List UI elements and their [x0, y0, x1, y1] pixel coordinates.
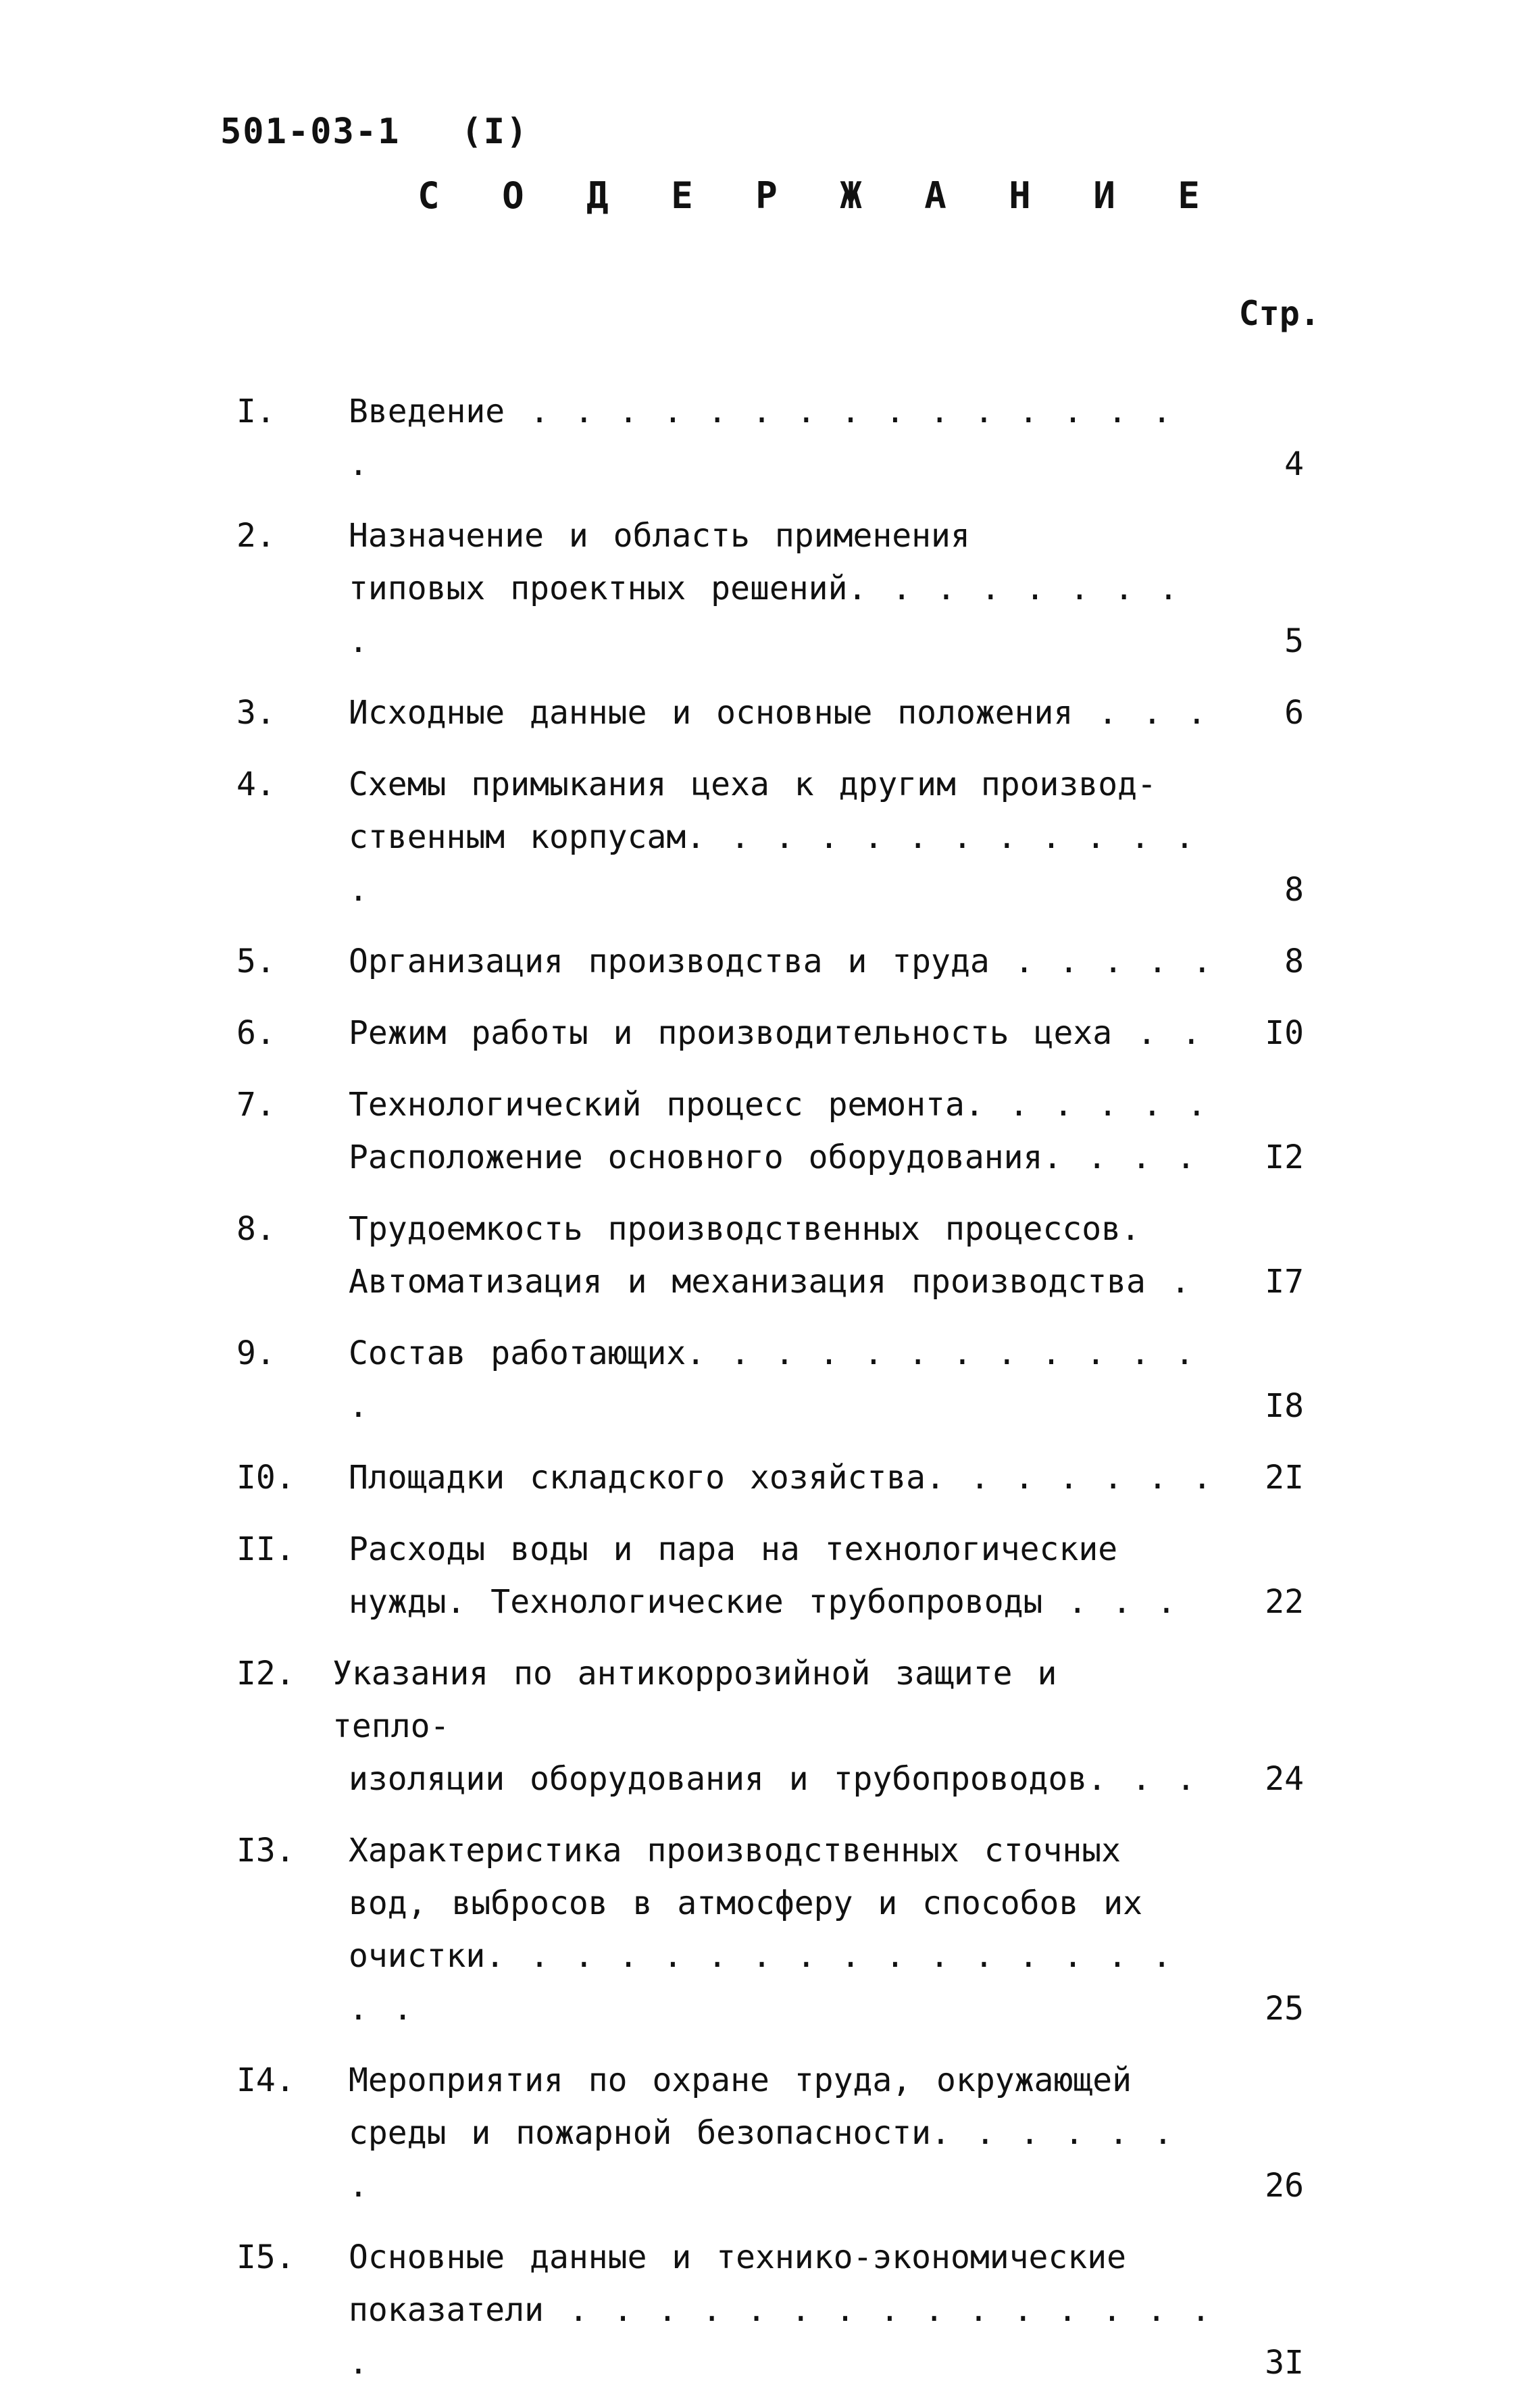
toc-entry-page: 3I	[1265, 2344, 1304, 2382]
toc-entry-number: 5.	[236, 943, 276, 980]
toc-entry-number: 9.	[236, 1334, 276, 1372]
toc-entry	[236, 1523, 1331, 1628]
toc-entry-line: среды и пожарной безопасности. . . . . . .	[349, 2114, 1173, 2205]
toc-entry-page: 26	[1265, 2167, 1304, 2205]
toc-entry-page: 8	[1284, 871, 1304, 909]
toc-entry-number: I3.	[236, 1832, 295, 1870]
toc-entry	[236, 1203, 1331, 1308]
toc-entry	[236, 2054, 1331, 2212]
toc-entry-line: вод, выбросов в атмосферу и способов их	[349, 1884, 1143, 1922]
toc-entry-text	[349, 509, 1213, 668]
toc-entry-number: I2.	[236, 1655, 295, 1692]
toc-entry-line: очистки. . . . . . . . . . . . . . . . . .	[349, 1937, 1172, 2028]
toc-entry-text	[349, 385, 1213, 491]
toc-entry-page: 2I	[1265, 1459, 1304, 1497]
toc-entry-line: Назначение и область применения	[349, 517, 970, 555]
toc-entry	[236, 1824, 1331, 2035]
toc-entry-text	[349, 758, 1213, 916]
toc-entry	[236, 1007, 1331, 1059]
toc-entry-line: Технологический процесс ремонта. . . . . .	[349, 1086, 1207, 1124]
toc-entry	[236, 935, 1331, 988]
toc-entry-line: Автоматизация и механизация производства .	[349, 1263, 1190, 1301]
toc-entry-page: 22	[1265, 1583, 1304, 1621]
toc-entry	[236, 1451, 1331, 1504]
toc-entry-page: I0	[1265, 1014, 1304, 1052]
toc-entry-number: 8.	[236, 1210, 276, 1248]
toc-entry-line: Основные данные и технико-экономические	[349, 2238, 1127, 2276]
toc-entry-page: I7	[1265, 1263, 1304, 1301]
toc-entry-text	[349, 935, 1213, 988]
toc-entry-number: 2.	[236, 517, 276, 555]
toc-entry-page: 24	[1265, 1760, 1304, 1798]
toc-entry-line: Характеристика производственных сточных	[349, 1832, 1121, 1870]
toc-entry-number: 7.	[236, 1086, 276, 1124]
toc-entry-text	[332, 1647, 1197, 1805]
toc-entry-number: 3.	[236, 694, 276, 732]
toc-entry-page: 8	[1284, 943, 1304, 980]
toc-entry-line: Площадки складского хозяйства. . . . . . .	[349, 1459, 1212, 1497]
page-title: С О Д Е Р Ж А Н И Е	[418, 174, 1220, 217]
toc-entry	[236, 2231, 1331, 2389]
toc-entry-number: 6.	[236, 1014, 276, 1052]
toc-entry-line: изоляции оборудования и трубопроводов. . .	[349, 1760, 1196, 1798]
toc-entry-number: I0.	[236, 1459, 295, 1497]
toc-entry-line: Расположение основного оборудования. . . .	[349, 1138, 1196, 1176]
toc-entry-text	[349, 2231, 1213, 2389]
toc-entry-text	[349, 1451, 1213, 1504]
toc-entry-line: Указания по антикоррозийной защите и тепло-	[332, 1655, 1057, 1745]
toc-entry	[236, 686, 1331, 739]
toc-entry-line: Исходные данные и основные положения . . .	[349, 694, 1207, 732]
toc-entry-number: 4.	[236, 766, 276, 803]
toc-entry-number: I5.	[236, 2238, 295, 2276]
page-column-label: Стр.	[1238, 294, 1320, 333]
toc-entry-text	[349, 1327, 1213, 1432]
toc-entry-page: 4	[1284, 445, 1304, 483]
toc-entry-line: Трудоемкость производственных процессов.	[349, 1210, 1140, 1248]
toc-entry-line: Схемы примыкания цеха к другим производ-	[349, 766, 1157, 803]
toc-entry-text	[349, 1824, 1213, 2035]
toc-entry	[236, 509, 1331, 668]
toc-entry-page: 6	[1284, 694, 1304, 732]
toc-entry	[236, 758, 1331, 916]
toc-entry-line: нужды. Технологические трубопроводы . . .	[349, 1583, 1176, 1621]
document-part-number: (I)	[461, 111, 529, 152]
toc-entry-text	[349, 2054, 1213, 2212]
toc-entry	[236, 385, 1331, 491]
toc-entry-text	[349, 1523, 1213, 1628]
toc-entry-text	[349, 1078, 1213, 1184]
toc-entry-line: Состав работающих. . . . . . . . . . . . .	[349, 1334, 1194, 1425]
table-of-contents	[236, 385, 1331, 2408]
toc-entry-line: типовых проектных решений. . . . . . . . .	[349, 570, 1178, 660]
toc-entry-number: I4.	[236, 2061, 295, 2099]
toc-entry-page: 25	[1265, 1990, 1304, 2028]
document-code	[220, 111, 528, 152]
toc-entry-line: ственным корпусам. . . . . . . . . . . . .	[349, 818, 1194, 909]
toc-entry-line: Режим работы и производительность цеха . .	[349, 1014, 1201, 1052]
toc-entry-text	[349, 1203, 1213, 1308]
toc-entry-line: Введение . . . . . . . . . . . . . . . .	[349, 393, 1172, 483]
toc-entry-number: II.	[236, 1530, 295, 1568]
toc-entry-number: I.	[236, 393, 276, 430]
toc-entry	[236, 1327, 1331, 1432]
document-code-number: 501-03-1	[220, 111, 401, 152]
toc-entry-page: I2	[1265, 1138, 1304, 1176]
toc-entry-text	[349, 1007, 1213, 1059]
toc-entry	[236, 1078, 1331, 1184]
toc-entry-line: показатели . . . . . . . . . . . . . . . .	[349, 2291, 1211, 2382]
toc-entry-line: Мероприятия по охране труда, окружающей	[349, 2061, 1132, 2099]
toc-entry-page: 5	[1284, 622, 1304, 660]
toc-entry	[236, 1647, 1331, 1805]
toc-entry-page: I8	[1265, 1387, 1304, 1425]
toc-entry-text	[349, 686, 1213, 739]
toc-entry-line: Расходы воды и пара на технологические	[349, 1530, 1118, 1568]
toc-entry-line: Организация производства и труда . . . . .	[349, 943, 1212, 980]
